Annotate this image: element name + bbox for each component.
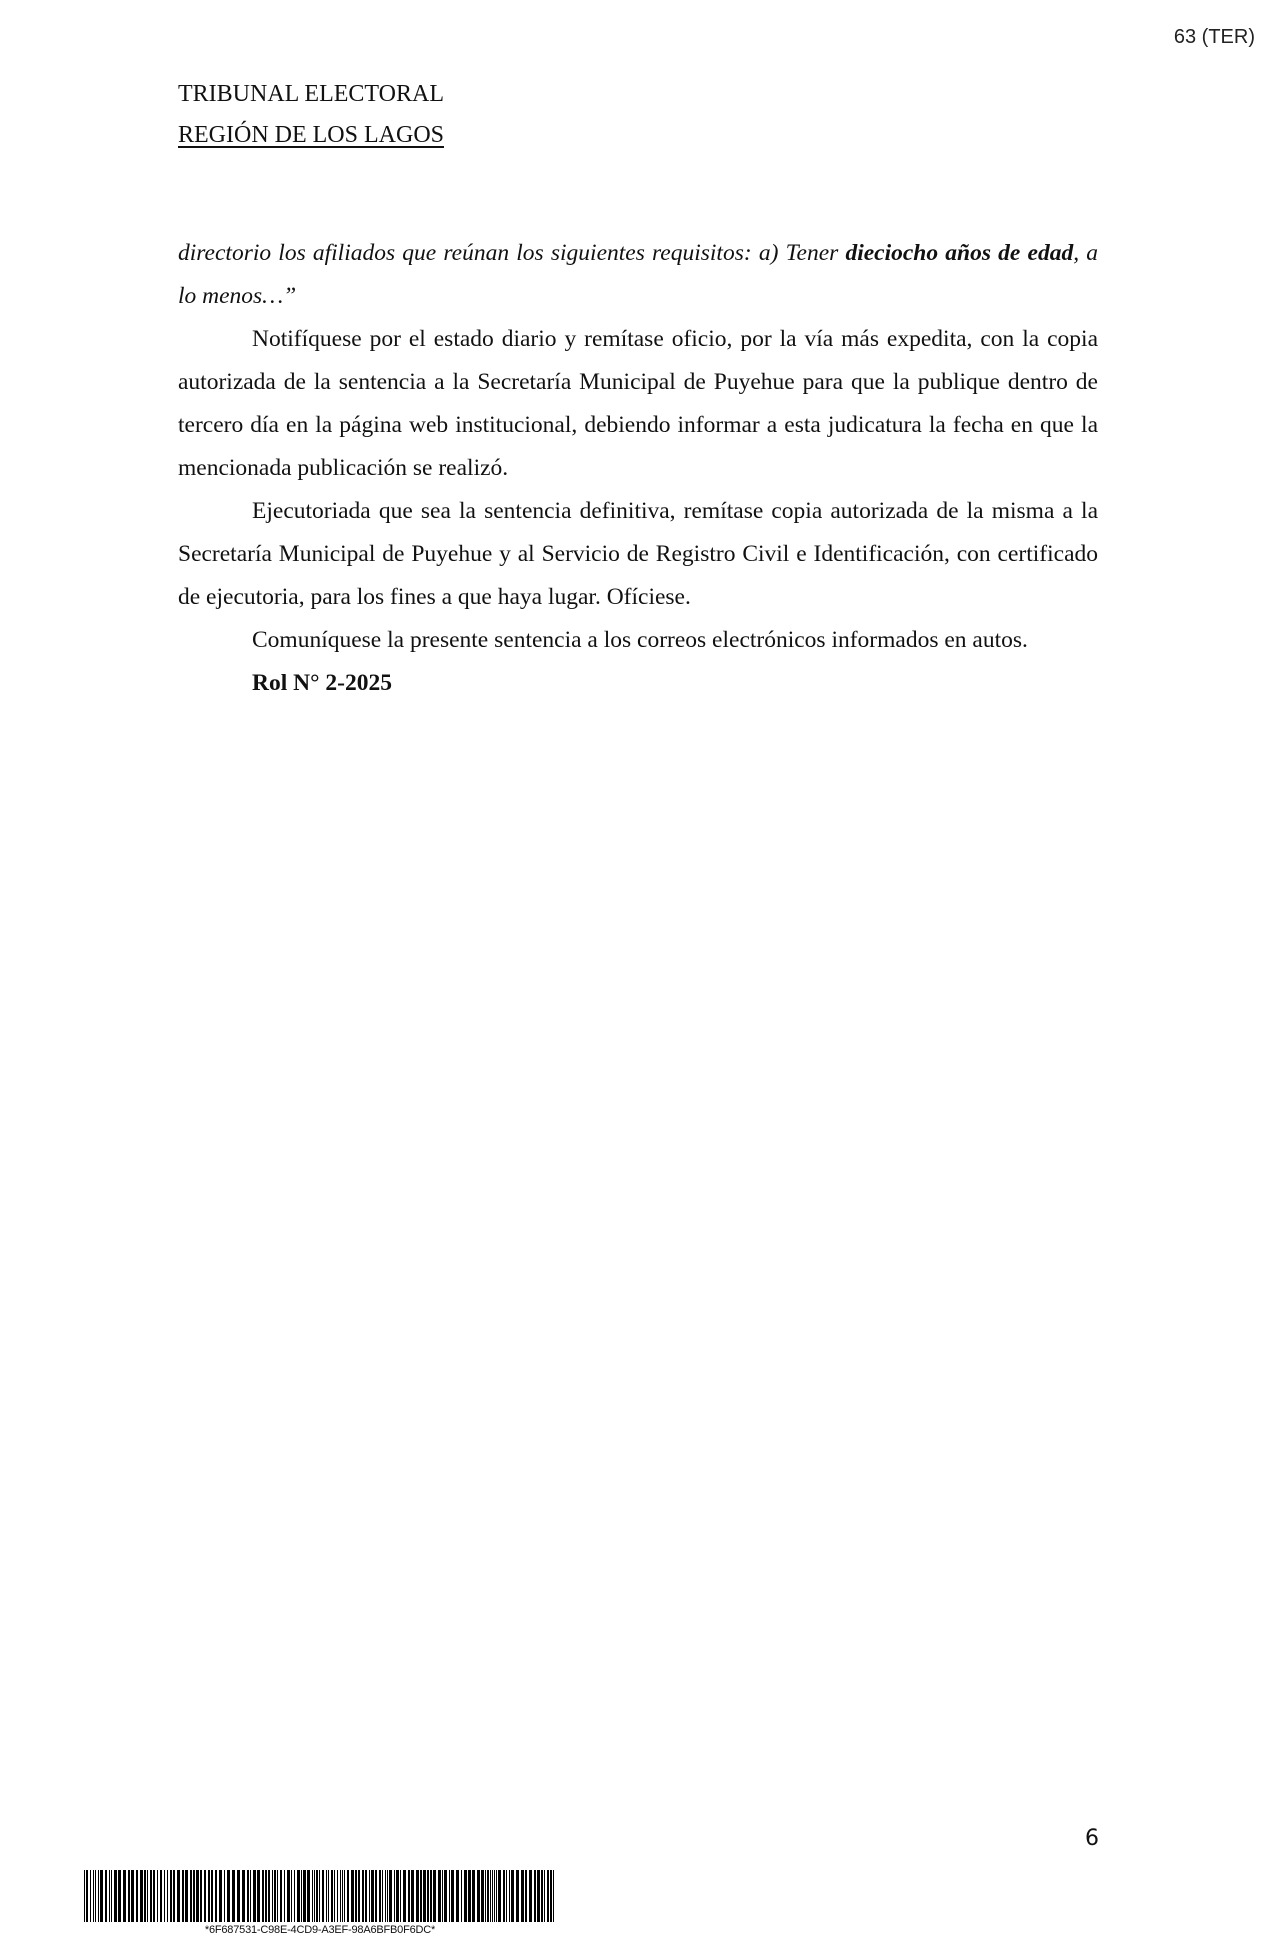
barcode-bar [553, 1870, 554, 1922]
barcode-bar [358, 1870, 360, 1922]
barcode-bar [316, 1870, 318, 1922]
barcode-bar [509, 1870, 510, 1922]
barcode-bar [511, 1870, 514, 1922]
barcode-bar [237, 1870, 240, 1922]
barcode-bar [118, 1870, 121, 1922]
barcode-bar [170, 1870, 172, 1922]
barcode-bar [385, 1870, 386, 1922]
barcode-bar [347, 1870, 349, 1922]
paragraph-notification: Notifíquese por el estado diario y remítase oficio, por la vía más expedita, con la copia autorizada de la sentencia a la Secretaría Municipal de Puyehue para que la publique dentro de tercero día en la página web institucional, debiendo informar a esta judicatura la fecha en que la mencionada publicación se realizó. [178, 326, 1098, 481]
barcode-bar [265, 1870, 267, 1922]
barcode-bar [95, 1870, 96, 1922]
quote-bold: dieciocho años de edad [845, 240, 1074, 266]
barcode-bar [314, 1870, 315, 1922]
barcode-bar [371, 1870, 374, 1922]
barcode-bar [423, 1870, 426, 1922]
barcode-bar [253, 1870, 256, 1922]
barcode-bar [449, 1870, 450, 1922]
document-header [178, 74, 444, 156]
barcode-bar [182, 1870, 184, 1922]
barcode-bar [355, 1870, 357, 1922]
barcode-text: *6F687531-C98E-4CD9-A3EF-98A6BFB0F6DC* [204, 1924, 436, 1936]
barcode-bar [274, 1870, 276, 1922]
barcode-bar [272, 1870, 273, 1922]
barcode-bar [529, 1870, 532, 1922]
barcode-image [84, 1870, 556, 1922]
barcode-bar [537, 1870, 540, 1922]
barcode-bar [262, 1870, 264, 1922]
barcode-bar [105, 1870, 107, 1922]
barcode-bar [494, 1870, 495, 1922]
barcode-bar [394, 1870, 395, 1922]
barcode-bar [550, 1870, 552, 1922]
barcode-bar [408, 1870, 410, 1922]
barcode-bar [362, 1870, 364, 1922]
barcode-bar [164, 1870, 165, 1922]
barcode-bar [242, 1870, 245, 1922]
barcode-bar [150, 1870, 152, 1922]
barcode-bar [284, 1870, 285, 1922]
barcode-bar [287, 1870, 290, 1922]
barcode-bar [331, 1870, 333, 1922]
barcode-bar [153, 1870, 155, 1922]
barcode-bar [144, 1870, 146, 1922]
barcode-bar [490, 1870, 491, 1922]
barcode-bar [84, 1870, 85, 1922]
header-region: REGIÓN DE LOS LAGOS [178, 122, 444, 148]
barcode-bar [521, 1870, 524, 1922]
barcode-bar [200, 1870, 202, 1922]
barcode-bar [468, 1870, 471, 1922]
barcode-bar [485, 1870, 486, 1922]
barcode-bar [379, 1870, 381, 1922]
folio-number: 63 (TER) [1173, 26, 1255, 48]
barcode-bar [387, 1870, 388, 1922]
barcode-bar [160, 1870, 162, 1922]
barcode-bar [472, 1870, 475, 1922]
barcode-bar [344, 1870, 345, 1922]
barcode-bar [365, 1870, 367, 1922]
barcode-bar [128, 1870, 130, 1922]
barcode-bar [456, 1870, 459, 1922]
barcode-bar [400, 1870, 401, 1922]
barcode-bar [86, 1870, 88, 1922]
barcode-bar [389, 1870, 392, 1922]
barcode-bar [193, 1870, 195, 1922]
barcode-bar [498, 1870, 501, 1922]
barcode-bar [342, 1870, 343, 1922]
barcode-bar [140, 1870, 143, 1922]
barcode-bar [525, 1870, 527, 1922]
barcode-bar [487, 1870, 489, 1922]
barcode-bar [280, 1870, 282, 1922]
barcode-bar [177, 1870, 180, 1922]
barcode-bar [147, 1870, 148, 1922]
barcode-bar [185, 1870, 188, 1922]
barcode-bar [114, 1870, 117, 1922]
barcode-bar [215, 1870, 217, 1922]
barcode-bar [301, 1870, 302, 1922]
barcode-bar [496, 1870, 497, 1922]
barcode-bar [204, 1870, 206, 1922]
barcode-bar [438, 1870, 441, 1922]
barcode-bar [451, 1870, 454, 1922]
barcode-bar [334, 1870, 335, 1922]
barcode-bar [433, 1870, 436, 1922]
barcode-bar [123, 1870, 126, 1922]
barcode-bar [157, 1870, 158, 1922]
barcode-bar [312, 1870, 313, 1922]
barcode-bar [464, 1870, 467, 1922]
paragraph-communication: Comuníquese la presente sentencia a los correos electrónicos informados en autos. [252, 627, 1028, 653]
barcode-bar [227, 1870, 230, 1922]
barcode-bar [173, 1870, 175, 1922]
barcode-bar [547, 1870, 549, 1922]
barcode-bar [411, 1870, 414, 1922]
barcode-bar [257, 1870, 260, 1922]
barcode-bar [481, 1870, 484, 1922]
barcode-bar [442, 1870, 443, 1922]
barcode-bar [167, 1870, 168, 1922]
barcode-bar [109, 1870, 110, 1922]
barcode-bar [544, 1870, 545, 1922]
barcode-bar [375, 1870, 377, 1922]
barcode-bar [319, 1870, 320, 1922]
barcode-bar [111, 1870, 112, 1922]
barcode-bar [369, 1870, 370, 1922]
barcode-bar [403, 1870, 406, 1922]
quote-part-2: , a lo menos…” [178, 240, 1098, 309]
barcode-bar [190, 1870, 192, 1922]
barcode-bar [503, 1870, 505, 1922]
document-body [178, 232, 1098, 705]
barcode-bar [322, 1870, 324, 1922]
barcode-bar [232, 1870, 235, 1922]
barcode-bar [196, 1870, 199, 1922]
quoted-text [178, 232, 1098, 318]
barcode-bar [211, 1870, 213, 1922]
barcode-bar [416, 1870, 419, 1922]
barcode-bar [541, 1870, 543, 1922]
barcode-bar [208, 1870, 210, 1922]
case-number: Rol N° 2-2025 [252, 670, 392, 696]
barcode-bar [100, 1870, 103, 1922]
barcode-bar [506, 1870, 507, 1922]
barcode-bar [340, 1870, 341, 1922]
barcode-bar [90, 1870, 91, 1922]
barcode-bar [326, 1870, 327, 1922]
barcode-bar [219, 1870, 222, 1922]
barcode-bar [136, 1870, 138, 1922]
barcode-bar [337, 1870, 338, 1922]
page-number: 6 [1085, 1826, 1099, 1851]
barcode-bar [492, 1870, 493, 1922]
barcode-bar [444, 1870, 447, 1922]
barcode-bar [516, 1870, 519, 1922]
barcode-bar [534, 1870, 536, 1922]
barcode-bar [420, 1870, 422, 1922]
barcode-bar [427, 1870, 429, 1922]
barcode-bar [247, 1870, 249, 1922]
barcode-bar [477, 1870, 480, 1922]
barcode-bar [224, 1870, 225, 1922]
barcode-bar [277, 1870, 278, 1922]
barcode-bar [268, 1870, 270, 1922]
barcode-bar [461, 1870, 462, 1922]
barcode-bar [297, 1870, 300, 1922]
barcode-bar [93, 1870, 94, 1922]
header-court-name: TRIBUNAL ELECTORAL [178, 81, 444, 107]
barcode-bar [382, 1870, 383, 1922]
barcode-bar [294, 1870, 295, 1922]
barcode-bar [351, 1870, 354, 1922]
barcode-bar [307, 1870, 310, 1922]
barcode-bar [291, 1870, 292, 1922]
quote-part-1: directorio los afiliados que reúnan los siguientes requisitos: a) Tener [178, 240, 846, 266]
barcode-bar [98, 1870, 99, 1922]
paragraph-execution: Ejecutoriada que sea la sentencia definitiva, remítase copia autorizada de la misma a la Secretaría Municipal de Puyehue y al Servicio de Registro Civil e Identificación, con certificado de ejecutoria, para los fines a que haya lugar. Ofíciese. [178, 498, 1098, 610]
barcode-bar [250, 1870, 251, 1922]
barcode-bar [303, 1870, 306, 1922]
barcode-bar [131, 1870, 134, 1922]
barcode-bar [430, 1870, 432, 1922]
barcode-bar [328, 1870, 329, 1922]
barcode-bar [396, 1870, 399, 1922]
